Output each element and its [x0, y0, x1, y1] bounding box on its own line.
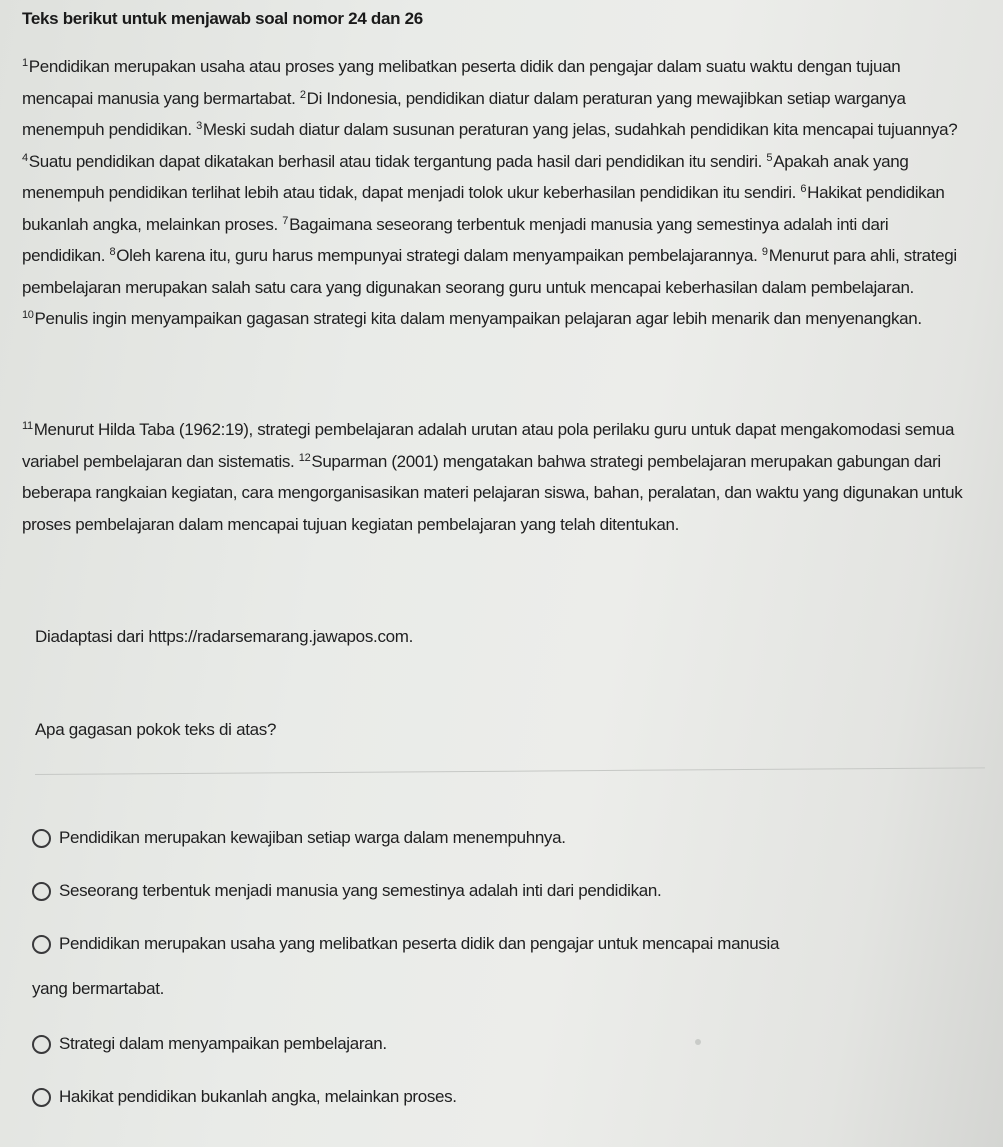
- option-label-wrapper[interactable]: [32, 926, 959, 1007]
- radio-button-icon[interactable]: [32, 935, 51, 954]
- divider: [35, 767, 985, 775]
- sentence-number: 5: [766, 151, 773, 164]
- sentence-number: 6: [800, 183, 807, 195]
- sentence-text: Penulis ingin menyampaikan gagasan strategi kita dalam menyampaikan pelajaran agar lebih menarik dan menyenangkan.: [34, 309, 922, 328]
- answer-option-4[interactable]: [32, 1026, 972, 1062]
- sentence-text: Oleh karena itu, guru harus mempunyai strategi dalam menyampaikan pembelajarannya.: [116, 246, 762, 265]
- passage-paragraph-2: [22, 414, 972, 540]
- source-citation: Diadaptasi dari https://radarsemarang.jawapos.com.: [35, 627, 414, 646]
- option-label[interactable]: Pendidikan merupakan kewajiban setiap warga dalam menempuhnya.: [59, 828, 566, 847]
- answer-option-5[interactable]: [32, 1079, 972, 1115]
- passage-paragraph-1: [22, 51, 972, 335]
- mouse-cursor-icon: [695, 1039, 701, 1045]
- sentence-number: 3: [196, 120, 202, 132]
- sentence-number: 10: [22, 309, 34, 321]
- answer-option-2[interactable]: [32, 873, 972, 909]
- sentence-number: 7: [282, 214, 289, 227]
- sentence-text: Menurut para ahli, strategi pembelajaran merupakan salah satu cara yang digunakan seorang guru untuk mencapai keberhasilan dalam pembelajaran.: [22, 246, 957, 297]
- sentence-number: 9: [761, 246, 768, 258]
- option-label[interactable]: Pendidikan merupakan usaha yang melibatkan peserta didik dan pengajar untuk mencapai manusia: [59, 934, 780, 953]
- sentence-text: Bagaimana seseorang terbentuk menjadi manusia yang semestinya adalah inti dari pendidikan.: [22, 214, 889, 265]
- sentence-text: Meski sudah diatur dalam susunan peraturan yang jelas, sudahkah pendidikan kita mencapai tujuannya?: [202, 120, 958, 139]
- paragraph-1-text: [22, 51, 972, 335]
- option-label-continuation[interactable]: yang bermartabat.: [32, 979, 165, 998]
- sentence-text: Di Indonesia, pendidikan diatur dalam peraturan yang mewajibkan setiap warganya menempuh pendidikan.: [22, 88, 906, 139]
- sentence-number: 12: [298, 451, 311, 464]
- sentence-number: 8: [109, 246, 116, 258]
- sentence-number: 4: [22, 151, 28, 164]
- option-label[interactable]: Strategi dalam menyampaikan pembelajaran.: [59, 1034, 387, 1053]
- sentence-text: Hakikat pendidikan bukanlah angka, melainkan proses.: [22, 183, 945, 234]
- paragraph-2-text: [22, 414, 972, 540]
- option-label[interactable]: Seseorang terbentuk menjadi manusia yang semestinya adalah inti dari pendidikan.: [59, 881, 662, 900]
- sentence-text: Pendidikan merupakan usaha atau proses yang melibatkan peserta didik dan pengajar dalam suatu waktu dengan tujuan mencapai manusia yang bermartabat.: [22, 57, 901, 108]
- sentence-text: Suatu pendidikan dapat dikatakan berhasil atau tidak tergantung pada hasil dari pendidikan itu sendiri.: [28, 151, 767, 171]
- sentence-text: Suparman (2001) mengatakan bahwa strategi pembelajaran merupakan gabungan dari beberapa rangkaian kegiatan, cara mengorganisasikan materi pelajaran siswa, bahan, peralatan, dan waktu yang digunakan untuk proses pembelajaran dalam mencapai tujuan kegiatan pembelajaran yang telah ditentukan.: [22, 451, 963, 534]
- sentence-number: 1: [22, 57, 28, 69]
- sentence-number: 2: [299, 88, 306, 101]
- answer-option-1[interactable]: [32, 820, 972, 856]
- sentence-text: Menurut Hilda Taba (1962:19), strategi pembelajaran adalah urutan atau pola perilaku guru untuk dapat mengakomodasi semua variabel pembelajaran dan sistematis.: [22, 420, 955, 471]
- question-prompt: Apa gagasan pokok teks di atas?: [35, 720, 277, 739]
- radio-button-icon[interactable]: [32, 1088, 51, 1107]
- passage-instruction-title: Teks berikut untuk menjawab soal nomor 24 dan 26: [22, 9, 423, 28]
- sentence-text: Apakah anak yang menempuh pendidikan terlihat lebih atau tidak, dapat menjadi tolok ukur keberhasilan pendidikan itu sendiri.: [22, 151, 909, 202]
- answer-option-3[interactable]: [32, 926, 972, 1007]
- radio-button-icon[interactable]: [32, 1035, 51, 1054]
- sentence-number: 11: [22, 420, 33, 432]
- radio-button-icon[interactable]: [32, 882, 51, 901]
- radio-button-icon[interactable]: [32, 829, 51, 848]
- option-label[interactable]: Hakikat pendidikan bukanlah angka, melainkan proses.: [59, 1087, 457, 1106]
